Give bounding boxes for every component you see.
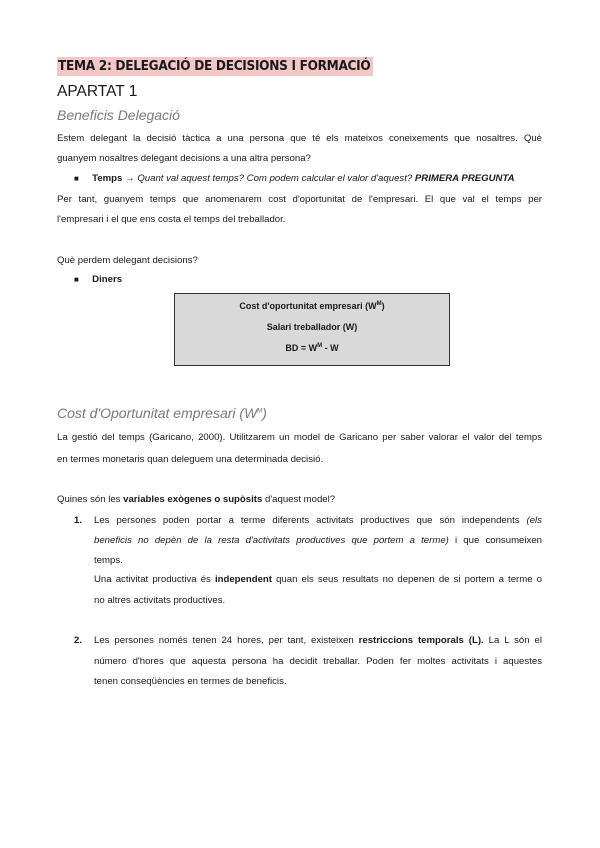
section-heading-cost-oportunitat: Cost d'Oportunitat empresari $(W^M)$ — [57, 405, 267, 421]
list-item-line: no altres activitats productives. — [94, 595, 226, 606]
bullet-term: Temps — [92, 173, 123, 184]
formula-line-3: BD = $W^M$ - W — [285, 343, 339, 353]
list-item-line: Les persones només tenen 24 hores, per tant, existeixen restriccions temporals (L). La L són el — [94, 635, 542, 646]
paragraph-line: Estem delegant la decisió tàctica a una persona que té els mateixos coneixements que nosaltres. Què — [57, 133, 542, 144]
bullet-question: Quant val aquest temps? Com podem calcular el valor d'aquest? — [137, 173, 413, 184]
bullet-item-diners — [74, 269, 122, 291]
arrow-icon: → — [125, 173, 135, 184]
question-line: Què perdem delegant decisions? — [57, 255, 198, 266]
bullet-emphasis: PRIMERA PREGUNTA — [414, 173, 515, 184]
list-item-line: Les persones poden portar a terme diferents activitats productives que són independents (els — [94, 515, 542, 526]
list-number: 1. — [74, 515, 83, 526]
list-item-line: número d'hores que aquesta persona ha decidit treballar. Poden fer moltes activitats i aquestes — [94, 656, 542, 667]
formula-line-2: Salari treballador (W) — [266, 322, 358, 332]
formula-box — [174, 293, 450, 366]
list-item-line: beneficis no depèn de la resta d'activitats productives que portem a terme) i que consumeixen — [94, 535, 542, 546]
bullet-square-icon: ■ — [74, 275, 79, 284]
section-heading-beneficis: Beneficis Delegació — [57, 107, 180, 123]
paragraph-line: en termes monetaris quan deleguem una determinada decisió. — [57, 454, 324, 465]
paragraph-line: Per tant, guanyem temps que anomenarem cost d'oportunitat de l'empresari. El que val el temps per — [57, 194, 542, 205]
list-number: 2. — [74, 635, 83, 646]
apartat-heading: APARTAT 1 — [57, 83, 138, 100]
bullet-item-temps — [74, 168, 544, 190]
question-line: Quines són les variables exògenes o supòsits d'aquest model? — [57, 494, 336, 505]
paragraph-line: La gestió del temps (Garicano, 2000). Utilitzarem un model de Garicano per saber valorar el valor del temps — [57, 432, 542, 443]
paragraph-line: l'empresari i el que ens costa el temps del treballador. — [57, 214, 286, 225]
list-item-line: Una activitat productiva és independent quan els seus resultats no depenen de si portem a terme o — [94, 574, 542, 585]
formula-line-1: Cost d'oportunitat empresari $(W^M)$ — [239, 301, 385, 311]
list-item-line: temps. — [94, 555, 123, 566]
list-item-line: tenen conseqüències en termes de beneficis. — [94, 676, 287, 687]
document-title: TEMA 2: DELEGACIÓ DE DECISIONS I FORMACIÓ — [57, 57, 373, 76]
bullet-square-icon: ■ — [74, 174, 79, 183]
bullet-term: Diners — [92, 274, 123, 285]
paragraph-line: guanyem nosaltres delegant decisions a una altra persona? — [57, 153, 311, 164]
